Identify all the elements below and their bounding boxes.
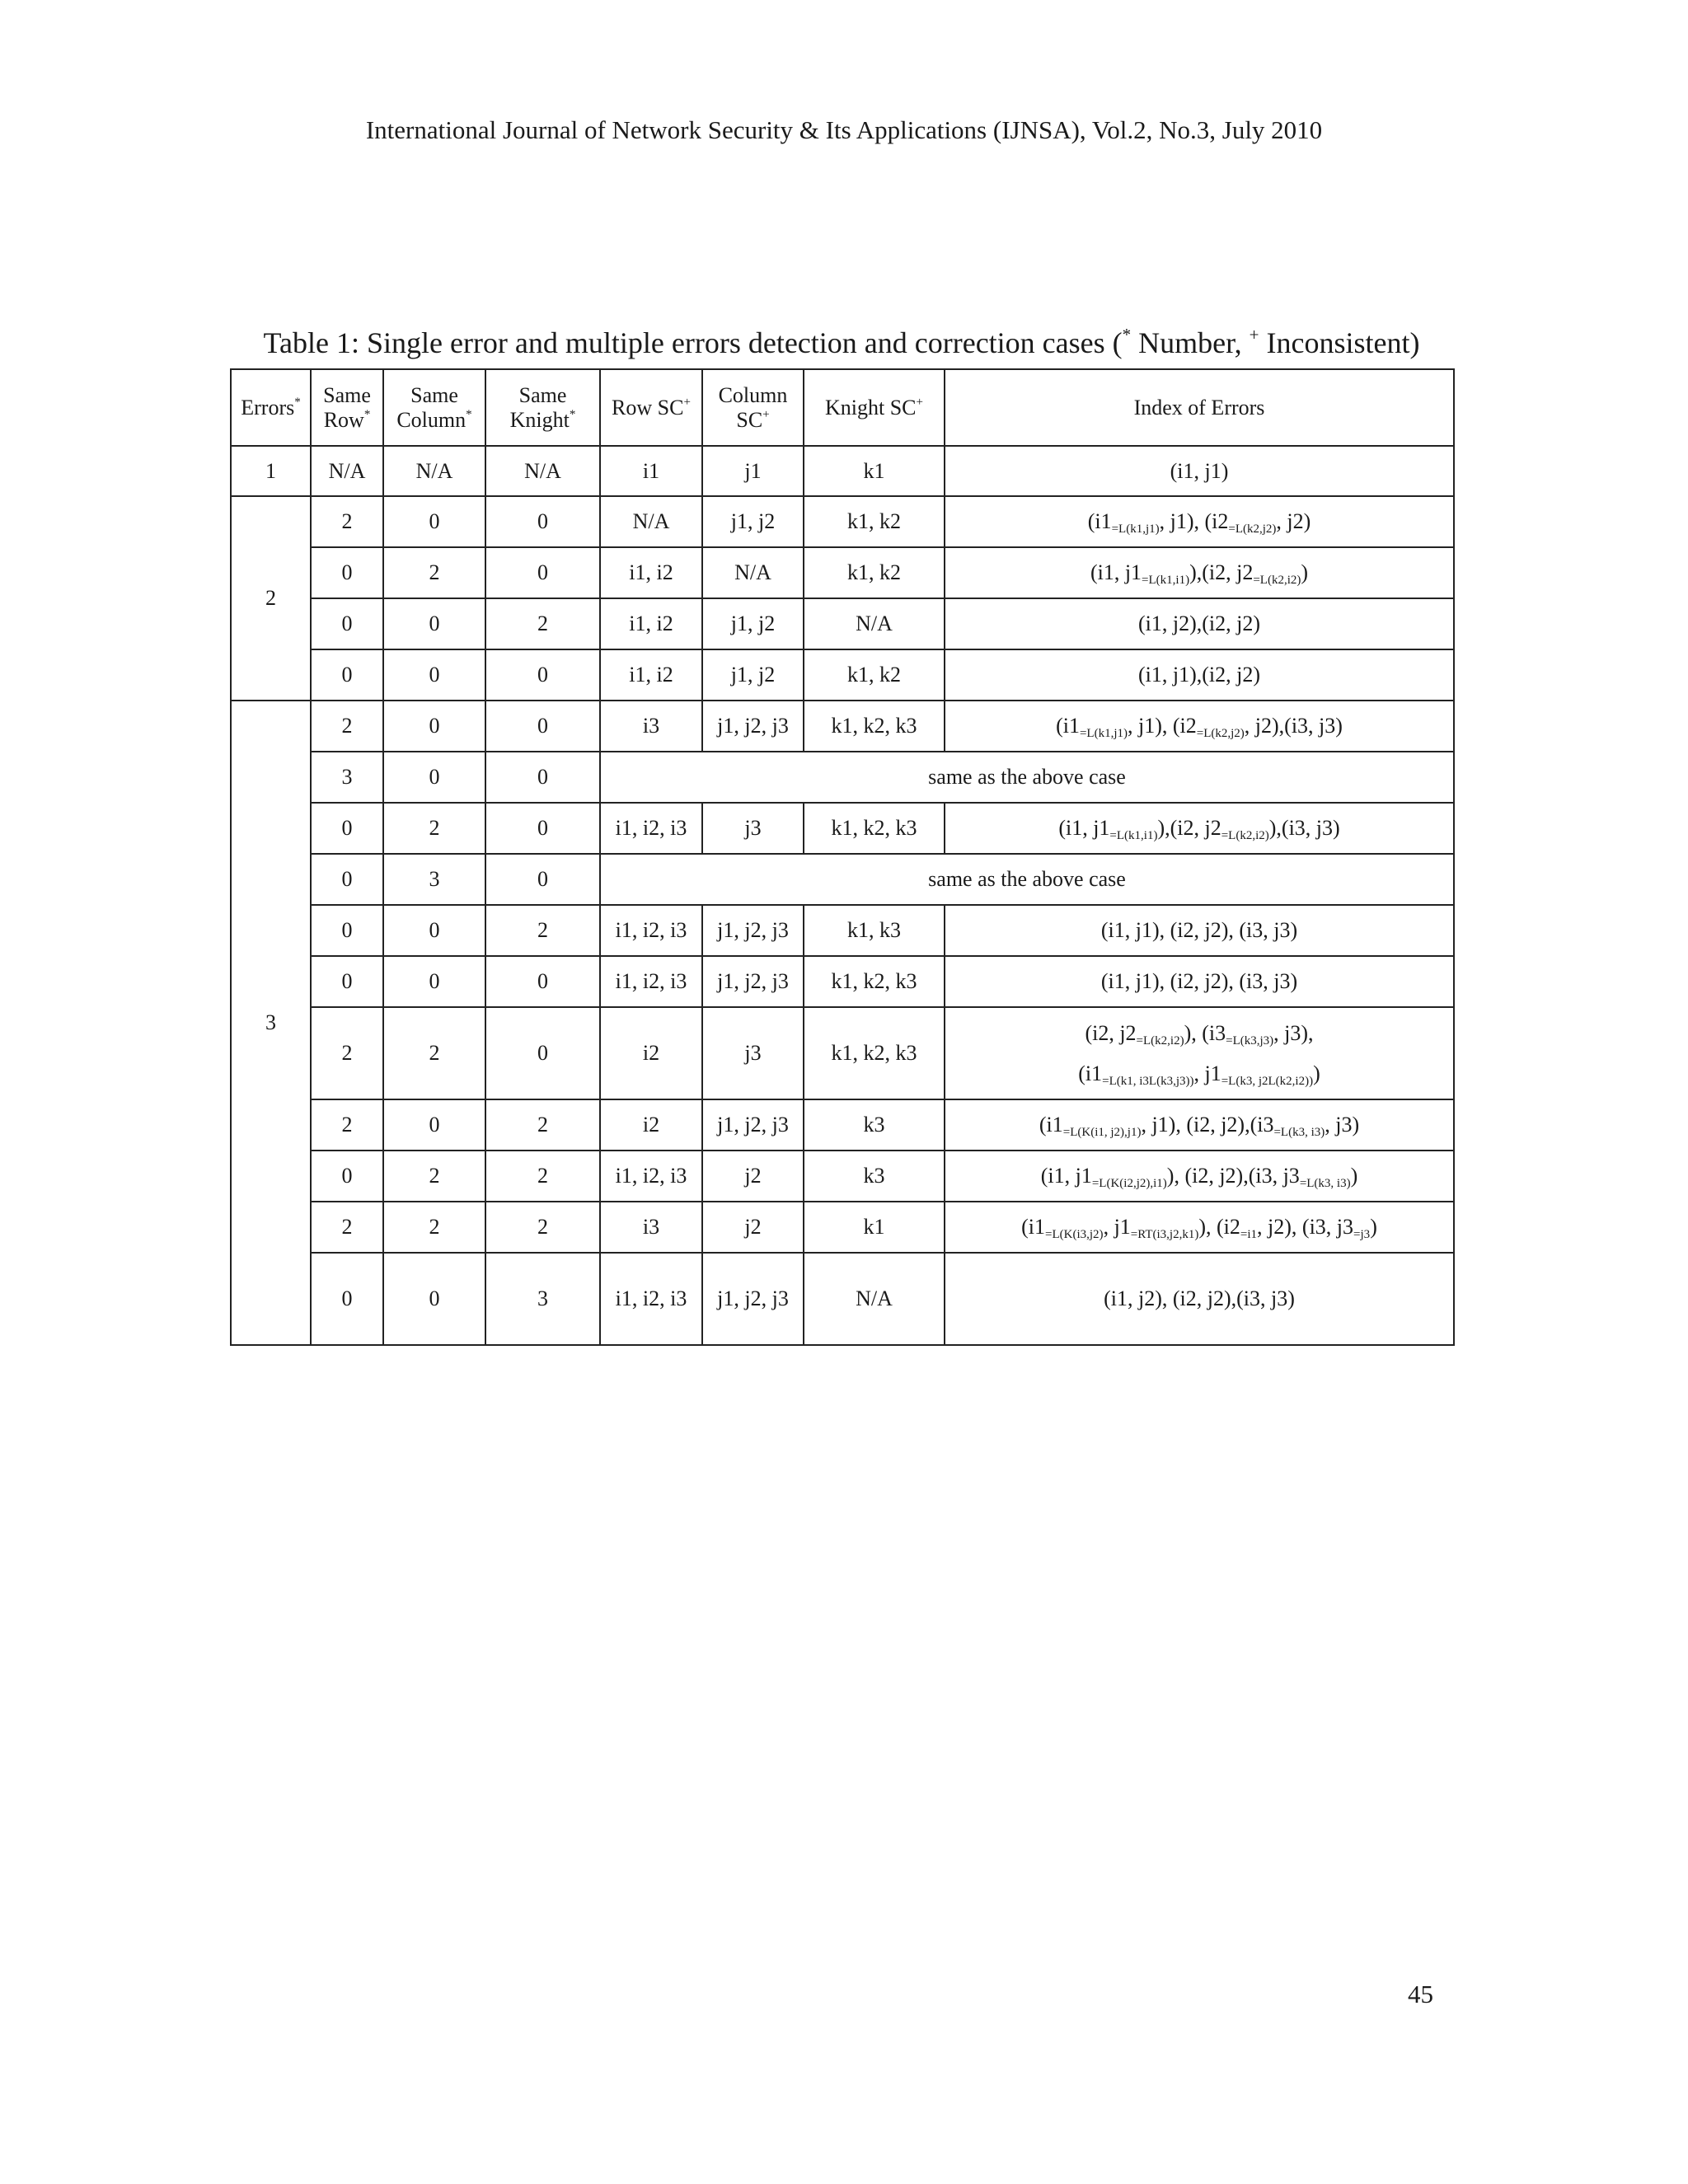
index-subscript: =L(k2,i2) <box>1253 574 1301 588</box>
index-of-errors-cell <box>945 701 1454 752</box>
index-text: , j2),(i3, j3) <box>1244 714 1343 738</box>
column-header-same-column <box>383 369 485 446</box>
column-header-label-line2: Row <box>323 407 364 432</box>
column-header-mark: * <box>466 407 472 421</box>
index-text: , j1), (i2 <box>1159 509 1229 534</box>
index-text: ),(i2, j2 <box>1189 560 1254 585</box>
row-sc-cell: i1, i2, i3 <box>600 803 702 854</box>
row-sc-cell: i1, i2, i3 <box>600 905 702 956</box>
same-row-cell: 2 <box>311 1007 383 1099</box>
index-subscript: =L(k3, i3) <box>1273 1126 1325 1140</box>
same-row-cell: 0 <box>311 854 383 905</box>
row-sc-cell: i1, i2 <box>600 598 702 649</box>
knight-sc-cell: k3 <box>804 1099 945 1151</box>
index-subscript: =L(k1,i1) <box>1109 829 1158 843</box>
same-knight-cell: 2 <box>485 1151 600 1202</box>
row-sc-cell: i1, i2 <box>600 649 702 701</box>
table-row <box>231 649 1454 701</box>
column-sc-cell: j1, j2, j3 <box>702 1253 804 1345</box>
index-text: , j1 <box>1193 1062 1221 1085</box>
same-column-cell: 0 <box>383 905 485 956</box>
index-subscript: =L(k2,j2) <box>1228 523 1277 537</box>
column-header-label: Index of Errors <box>1133 395 1265 419</box>
error-cases-table <box>230 368 1455 1346</box>
same-row-cell: 2 <box>311 1202 383 1253</box>
index-text: , j3) <box>1325 1113 1360 1137</box>
index-subscript: =L(k1,i1) <box>1142 574 1190 588</box>
column-header-column-sc <box>702 369 804 446</box>
knight-sc-cell: k1, k2, k3 <box>804 803 945 854</box>
errors-cell: 1 <box>231 446 311 496</box>
index-text: (i1, j1),(i2, j2) <box>1137 663 1261 687</box>
knight-sc-cell: k1 <box>804 446 945 496</box>
column-sc-cell: j1, j2, j3 <box>702 905 804 956</box>
row-sc-cell: i1 <box>600 446 702 496</box>
same-knight-cell: 0 <box>485 649 600 701</box>
knight-sc-cell: k1, k2, k3 <box>804 956 945 1007</box>
index-text: ) <box>1350 1164 1358 1188</box>
caption-mark-number: * <box>1122 325 1132 344</box>
same-knight-cell: 2 <box>485 1202 600 1253</box>
errors-cell: 2 <box>231 496 311 701</box>
index-text: (i2, j2 <box>1085 1020 1137 1045</box>
same-row-cell: 0 <box>311 956 383 1007</box>
column-header-errors <box>231 369 311 446</box>
index-text: , j1 <box>1103 1215 1131 1240</box>
same-row-cell: 2 <box>311 496 383 547</box>
index-of-errors-cell <box>945 649 1454 701</box>
same-knight-cell: 0 <box>485 752 600 803</box>
index-subscript: =RT(i3,j2,k1) <box>1130 1228 1199 1242</box>
same-column-cell: 2 <box>383 1151 485 1202</box>
same-column-cell: 0 <box>383 1253 485 1345</box>
caption-mark-inconsistent: + <box>1249 325 1259 344</box>
column-header-label-line2: Column <box>396 407 467 432</box>
table-row <box>231 701 1454 752</box>
index-text: ),(i2, j2 <box>1157 816 1221 841</box>
index-text: ),(i3, j3) <box>1268 816 1340 841</box>
column-header-mark: + <box>683 395 691 409</box>
knight-sc-cell: k1, k2 <box>804 649 945 701</box>
column-header-label: Same <box>410 382 458 407</box>
index-subscript: =L(k3, j2L(k2,i2)) <box>1221 1075 1314 1088</box>
row-sc-cell: i3 <box>600 701 702 752</box>
table-row <box>231 598 1454 649</box>
column-sc-cell: j1, j2, j3 <box>702 956 804 1007</box>
same-knight-cell: 2 <box>485 905 600 956</box>
same-column-cell: 0 <box>383 701 485 752</box>
column-header-label: Errors <box>241 395 295 419</box>
index-text: (i1, j2), (i2, j2),(i3, j3) <box>1104 1286 1295 1311</box>
table-row <box>231 905 1454 956</box>
row-sc-cell: i1, i2, i3 <box>600 956 702 1007</box>
same-row-cell: 3 <box>311 752 383 803</box>
index-text: (i1, j1 <box>1058 816 1110 841</box>
index-text: (i1, j1 <box>1040 1164 1092 1188</box>
running-header: International Journal of Network Security & Its Applications (IJNSA), Vol.2, No.3, July 2010 <box>365 115 1323 144</box>
table-row <box>231 752 1454 803</box>
index-text: ), (i2 <box>1198 1215 1240 1240</box>
table-row <box>231 854 1454 905</box>
row-sc-cell: i2 <box>600 1099 702 1151</box>
index-text: (i1 <box>1078 1062 1103 1085</box>
column-header-mark: + <box>762 407 770 421</box>
index-subscript: =j3 <box>1353 1228 1371 1242</box>
same-row-cell: 0 <box>311 598 383 649</box>
table-row <box>231 1202 1454 1253</box>
index-of-errors-cell <box>945 905 1454 956</box>
index-text: ) <box>1370 1215 1377 1240</box>
column-sc-cell: j2 <box>702 1151 804 1202</box>
index-text: , j3), <box>1273 1020 1314 1045</box>
knight-sc-cell: N/A <box>804 1253 945 1345</box>
column-sc-cell: j3 <box>702 803 804 854</box>
same-row-cell: 0 <box>311 803 383 854</box>
column-sc-cell: j1 <box>702 446 804 496</box>
column-header-label: Column <box>718 382 788 407</box>
index-text: ), (i2, j2),(i3, j3 <box>1166 1164 1300 1188</box>
table-row <box>231 547 1454 598</box>
row-sc-cell: N/A <box>600 496 702 547</box>
index-text: ) <box>1313 1062 1320 1085</box>
same-knight-cell: 2 <box>485 598 600 649</box>
column-header-mark: * <box>294 395 301 409</box>
caption-prefix: Table 1: Single error and multiple errors detection and correction cases ( <box>263 326 1123 359</box>
knight-sc-cell: k1, k3 <box>804 905 945 956</box>
index-text: ) <box>1301 560 1309 585</box>
same-row-cell: 0 <box>311 1151 383 1202</box>
knight-sc-cell: k1, k2 <box>804 547 945 598</box>
same-row-cell: N/A <box>311 446 383 496</box>
index-of-errors-cell <box>945 1202 1454 1253</box>
index-text: ), (i3 <box>1184 1020 1226 1045</box>
same-knight-cell: N/A <box>485 446 600 496</box>
caption-number-label: Number, <box>1131 326 1250 359</box>
column-header-same-knight <box>485 369 600 446</box>
knight-sc-cell: k1 <box>804 1202 945 1253</box>
table-row <box>231 956 1454 1007</box>
index-text: , j2), (i3, j3 <box>1257 1215 1354 1240</box>
index-of-errors-cell <box>945 956 1454 1007</box>
table-row <box>231 1253 1454 1345</box>
same-column-cell: N/A <box>383 446 485 496</box>
index-of-errors-cell <box>945 598 1454 649</box>
row-sc-cell: i1, i2, i3 <box>600 1253 702 1345</box>
index-text: (i1 <box>1021 1215 1046 1240</box>
same-column-cell: 3 <box>383 854 485 905</box>
column-header-label-line2: Knight <box>509 407 570 432</box>
table-row <box>231 446 1454 496</box>
same-column-cell: 2 <box>383 1007 485 1099</box>
index-subscript: =L(k2,i2) <box>1136 1033 1184 1047</box>
same-row-cell: 0 <box>311 905 383 956</box>
column-sc-cell: j1, j2 <box>702 649 804 701</box>
index-text: (i1, j1), (i2, j2), (i3, j3) <box>1100 918 1298 943</box>
same-column-cell: 0 <box>383 598 485 649</box>
table-caption <box>229 326 1454 360</box>
index-subscript: =L(k2,i2) <box>1221 829 1269 843</box>
knight-sc-cell: k1, k2 <box>804 496 945 547</box>
index-text: (i1 <box>1039 1113 1063 1137</box>
same-knight-cell: 0 <box>485 547 600 598</box>
same-row-cell: 2 <box>311 701 383 752</box>
column-sc-cell: j1, j2 <box>702 598 804 649</box>
index-text: (i1 <box>1056 714 1080 738</box>
same-knight-cell: 0 <box>485 496 600 547</box>
table-body <box>231 446 1454 1345</box>
same-column-cell: 0 <box>383 649 485 701</box>
column-header-knight-sc <box>804 369 945 446</box>
column-sc-cell: j1, j2, j3 <box>702 701 804 752</box>
row-sc-cell: i1, i2, i3 <box>600 1151 702 1202</box>
column-sc-cell: j2 <box>702 1202 804 1253</box>
column-sc-cell: j3 <box>702 1007 804 1099</box>
column-header-label: Row SC <box>612 395 684 419</box>
same-column-cell: 0 <box>383 496 485 547</box>
knight-sc-cell: k3 <box>804 1151 945 1202</box>
column-sc-cell: j1, j2 <box>702 496 804 547</box>
same-knight-cell: 0 <box>485 956 600 1007</box>
same-column-cell: 2 <box>383 1202 485 1253</box>
index-text: , j1), (i2, j2),(i3 <box>1141 1113 1274 1137</box>
column-header-label: Same <box>518 382 567 407</box>
index-of-errors-cell <box>945 496 1454 547</box>
same-knight-cell: 0 <box>485 854 600 905</box>
row-sc-cell: i1, i2 <box>600 547 702 598</box>
index-of-errors-cell <box>945 1151 1454 1202</box>
index-text: (i1, j2),(i2, j2) <box>1137 612 1261 636</box>
same-column-cell: 0 <box>383 1099 485 1151</box>
index-subscript: =L(K(i3,j2) <box>1045 1228 1104 1242</box>
same-as-above-cell: same as the above case <box>600 854 1454 905</box>
column-header-label-line2: SC <box>736 407 763 432</box>
index-of-errors-cell <box>945 446 1454 496</box>
page-number: 45 <box>1408 1980 1433 2008</box>
table-row <box>231 496 1454 547</box>
index-text: , j2) <box>1276 509 1311 534</box>
column-header-index-of-errors <box>945 369 1454 446</box>
same-knight-cell: 0 <box>485 803 600 854</box>
index-subscript: =L(k3,j3) <box>1226 1033 1274 1047</box>
row-sc-cell: i2 <box>600 1007 702 1099</box>
same-row-cell: 2 <box>311 1099 383 1151</box>
same-as-above-cell: same as the above case <box>600 752 1454 803</box>
table-row <box>231 1151 1454 1202</box>
index-subscript: =i1 <box>1240 1228 1258 1242</box>
same-column-cell: 0 <box>383 752 485 803</box>
index-text: (i1, j1 <box>1090 560 1142 585</box>
same-knight-cell: 0 <box>485 701 600 752</box>
column-header-mark: * <box>569 407 576 421</box>
column-sc-cell: N/A <box>702 547 804 598</box>
column-header-label: Same <box>323 382 371 407</box>
column-header-mark: + <box>916 395 923 409</box>
knight-sc-cell: k1, k2, k3 <box>804 701 945 752</box>
same-knight-cell: 3 <box>485 1253 600 1345</box>
index-of-errors-cell <box>945 1099 1454 1151</box>
errors-cell: 3 <box>231 701 311 1345</box>
column-header-mark: * <box>363 407 371 421</box>
index-text: (i1, j1), (i2, j2), (i3, j3) <box>1100 969 1298 994</box>
table-header-row <box>231 369 1454 446</box>
same-column-cell: 2 <box>383 803 485 854</box>
table-row <box>231 1007 1454 1099</box>
index-text: (i1, j1) <box>1170 458 1229 483</box>
column-header-label: Knight SC <box>825 395 917 419</box>
same-row-cell: 0 <box>311 1253 383 1345</box>
column-sc-cell: j1, j2, j3 <box>702 1099 804 1151</box>
index-subscript: =L(K(i2,j2),i1) <box>1091 1177 1167 1191</box>
column-header-same-row <box>311 369 383 446</box>
knight-sc-cell: N/A <box>804 598 945 649</box>
index-of-errors-cell <box>945 1253 1454 1345</box>
index-of-errors-cell <box>945 1007 1454 1099</box>
index-text: (i1 <box>1087 509 1112 534</box>
knight-sc-cell: k1, k2, k3 <box>804 1007 945 1099</box>
index-of-errors-cell <box>945 803 1454 854</box>
table-row <box>231 1099 1454 1151</box>
column-header-row-sc <box>600 369 702 446</box>
same-column-cell: 0 <box>383 956 485 1007</box>
row-sc-cell: i3 <box>600 1202 702 1253</box>
index-subscript: =L(k1, i3L(k3,j3)) <box>1102 1075 1194 1088</box>
index-of-errors-cell <box>945 547 1454 598</box>
index-subscript: =L(k3, i3) <box>1299 1177 1351 1191</box>
index-subscript: =L(k1,j1) <box>1079 727 1128 741</box>
same-knight-cell: 0 <box>485 1007 600 1099</box>
index-subscript: =L(K(i1, j2),j1) <box>1062 1126 1142 1140</box>
same-row-cell: 0 <box>311 649 383 701</box>
caption-inconsistent-label: Inconsistent) <box>1259 326 1420 359</box>
same-knight-cell: 2 <box>485 1099 600 1151</box>
index-subscript: =L(k2,j2) <box>1196 727 1245 741</box>
table-row <box>231 803 1454 854</box>
index-text: , j1), (i2 <box>1127 714 1197 738</box>
same-column-cell: 2 <box>383 547 485 598</box>
same-row-cell: 0 <box>311 547 383 598</box>
index-subscript: =L(k1,j1) <box>1111 523 1160 537</box>
